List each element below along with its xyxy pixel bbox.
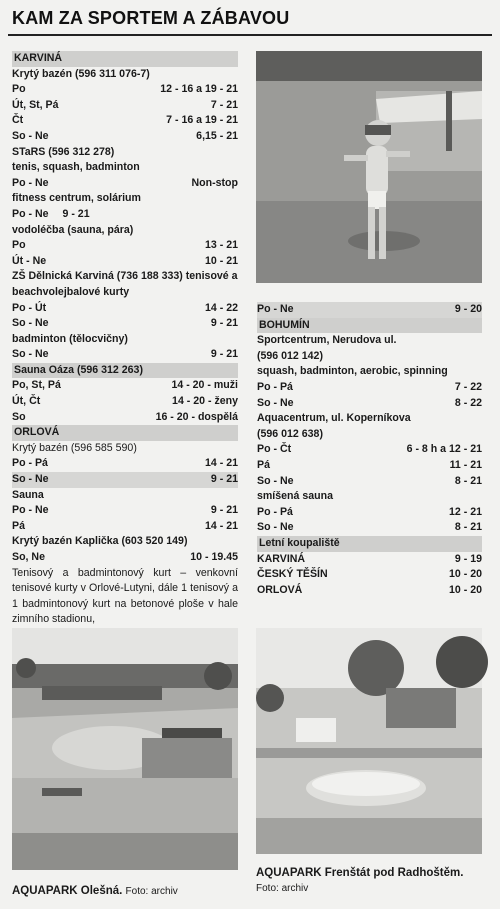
day: Út, Čt [12, 395, 41, 408]
time: 9 - 19 [454, 552, 482, 565]
time: 10 - 19.45 [190, 551, 238, 563]
orlova-sauna-title: Sauna [12, 488, 44, 501]
karvina-bazen-row-0 [12, 82, 238, 98]
karvina-kryty-bazen-title: Krytý bazén (596 311 076-7) [12, 67, 150, 80]
zs-row-2 [12, 316, 238, 332]
orlova-tenis-row [257, 302, 482, 318]
karvina-bazen-row-2 [12, 113, 238, 129]
day: Po - Pá [12, 457, 48, 470]
kaplicka-row [12, 550, 238, 566]
day: So, Ne [12, 551, 45, 563]
photo-aquapark-frenstat [256, 628, 482, 854]
caption-olesna [12, 884, 242, 899]
time: 14 - 21 [205, 519, 238, 532]
time: 9 - 21 [62, 207, 90, 220]
zs-row-3 [12, 347, 238, 363]
karvina-bazen-row-3 [12, 129, 238, 145]
day: Čt [12, 114, 24, 127]
smisena-sauna-row-1 [257, 520, 482, 536]
day: So - Ne [257, 474, 294, 487]
aquacentrum-row-1 [257, 458, 482, 474]
caption-frenstat [256, 866, 486, 896]
zs-title: ZŠ Dělnická Karviná (736 188 333) tenisové a beachvolejbalové kurty [12, 270, 238, 298]
orlova-kryty-bazen-title: Krytý bazén (596 585 590) [12, 441, 137, 454]
stars-fitness: fitness centrum, solárium [12, 192, 141, 205]
time: 12 - 16 a 19 - 21 [160, 83, 238, 96]
time: 16 - 20 - dospělá [155, 410, 238, 423]
time: 11 - 21 [449, 458, 482, 471]
time: 14 - 20 - ženy [172, 395, 238, 408]
day: Po [12, 83, 26, 96]
sportcentrum-title: Sportcentrum, Nerudova ul. [257, 334, 397, 347]
stars-row-4 [12, 254, 238, 270]
city-bohumin: BOHUMÍN [257, 318, 482, 334]
karvina-bazen-row-1 [12, 98, 238, 114]
day: Po - Čt [257, 443, 292, 456]
orlova-tenis-text: Tenisový a badmintonový kurt – venkovní tenisové kurty v Orlové-Lutyni, dále 1 tenisový a 1 badmintonový kurt na betonové ploše v hale zimního stadionu, [12, 566, 238, 626]
day: So - Ne [257, 396, 294, 409]
caption-frenstat-name: AQUAPARK Frenštát pod Radhoštěm. [256, 867, 464, 879]
caption-frenstat-credit: Foto: archiv [256, 883, 309, 894]
day: Po - Ne [12, 207, 49, 220]
city-orlova: ORLOVÁ [12, 425, 238, 441]
stars-row-3 [12, 238, 238, 254]
stars-row-1 [12, 176, 238, 192]
sauna-oaza-row-0 [12, 378, 238, 394]
day: So - Ne [12, 348, 49, 361]
time: 14 - 20 - muži [171, 379, 238, 392]
day: ČESKÝ TĚŠÍN [257, 568, 328, 581]
zs-row-1 [12, 301, 238, 317]
time: 9 - 21 [210, 504, 238, 517]
day: KARVINÁ [257, 552, 306, 565]
day: Pá [12, 519, 25, 532]
aquacentrum-title: Aquacentrum, ul. Koperníkova [257, 412, 411, 425]
time: 14 - 22 [205, 301, 238, 314]
day: Pá [257, 458, 270, 471]
day: Út, St, Pá [12, 98, 59, 111]
sportcentrum-subtitle: squash, badminton, aerobic, spinning [257, 365, 448, 378]
letni-row-2 [257, 583, 482, 599]
time: Non-stop [191, 176, 238, 189]
sportcentrum-row-0 [257, 380, 482, 396]
orlova-bazen-row-1 [12, 472, 238, 488]
day: Po - Ne [257, 303, 294, 315]
day: Po [12, 239, 26, 252]
caption-olesna-credit: Foto: archiv [125, 886, 178, 897]
smisena-sauna-row-0 [257, 505, 482, 521]
day: Po - Pá [257, 380, 293, 393]
letni-row-1 [257, 567, 482, 583]
day: So - Ne [12, 129, 49, 142]
page-header [8, 4, 492, 38]
day: So - Ne [12, 317, 49, 330]
orlova-bazen-row-0 [12, 456, 238, 472]
stars-row-2 [12, 207, 238, 223]
caption-olesna-name: AQUAPARK Olešná. [12, 885, 123, 897]
orlova-sauna-row-1 [12, 519, 238, 535]
day: So [12, 410, 26, 423]
time: 6,15 - 21 [196, 129, 238, 142]
aquacentrum-row-2 [257, 474, 482, 490]
time: 9 - 21 [210, 348, 238, 361]
stars-title: STaRS (596 312 278) [12, 145, 115, 158]
time: 8 - 21 [454, 474, 482, 487]
page-title: KAM ZA SPORTEM A ZÁBAVOU [12, 8, 290, 28]
day: So - Ne [257, 521, 294, 534]
time: 7 - 22 [454, 380, 482, 393]
day: Út - Ne [12, 254, 47, 267]
time: 12 - 21 [449, 505, 482, 518]
time: 10 - 20 [449, 568, 482, 581]
day: Po - Ne [12, 504, 49, 517]
day: Po - Pá [257, 505, 293, 518]
photo-aquapark-frenstat-image [256, 628, 482, 854]
right-column [257, 302, 482, 598]
letni-koupaliste-title: Letní koupaliště [257, 536, 482, 552]
day: ORLOVÁ [257, 583, 303, 596]
day: Po - Út [12, 301, 47, 314]
stars-vodolecba: vodoléčba (sauna, pára) [12, 223, 134, 236]
time: 9 - 20 [454, 303, 482, 315]
aquacentrum-row-0 [257, 442, 482, 458]
smisena-sauna-title: smíšená sauna [257, 490, 333, 503]
left-column [12, 51, 238, 626]
time: 9 - 21 [210, 473, 238, 486]
photo-child-pool-image [256, 51, 482, 283]
day: So - Ne [12, 473, 49, 486]
photo-aquapark-olesna-image [12, 628, 238, 870]
day: Po, St, Pá [12, 379, 61, 392]
sauna-oaza-row-1 [12, 394, 238, 410]
time: 10 - 20 [449, 583, 482, 596]
stars-subtitle: tenis, squash, badminton [12, 161, 140, 174]
time: 13 - 21 [205, 239, 238, 252]
photo-aquapark-olesna [12, 628, 238, 870]
city-karvina: KARVINÁ [12, 51, 238, 67]
time: 10 - 21 [205, 254, 238, 267]
photo-child-pool [256, 51, 482, 283]
orlova-sauna-row-0 [12, 503, 238, 519]
time: 8 - 21 [454, 521, 482, 534]
time: 9 - 21 [210, 317, 238, 330]
time: 7 - 21 [210, 98, 238, 111]
time: 8 - 22 [454, 396, 482, 409]
sauna-oaza-row-2 [12, 410, 238, 426]
zs-badminton: badminton (tělocvičny) [12, 332, 128, 345]
kaplicka-title: Krytý bazén Kaplička (603 520 149) [12, 535, 188, 548]
header-rule [8, 34, 492, 36]
letni-row-0 [257, 552, 482, 568]
aquacentrum-phone: (596 012 638) [257, 427, 323, 440]
time: 7 - 16 a 19 - 21 [166, 114, 238, 127]
sauna-oaza-title: Sauna Oáza (596 312 263) [12, 363, 238, 379]
day: Po - Ne [12, 176, 49, 189]
sportcentrum-phone: (596 012 142) [257, 349, 323, 362]
sportcentrum-row-1 [257, 396, 482, 412]
time: 6 - 8 h a 12 - 21 [406, 443, 482, 456]
time: 14 - 21 [205, 457, 238, 470]
